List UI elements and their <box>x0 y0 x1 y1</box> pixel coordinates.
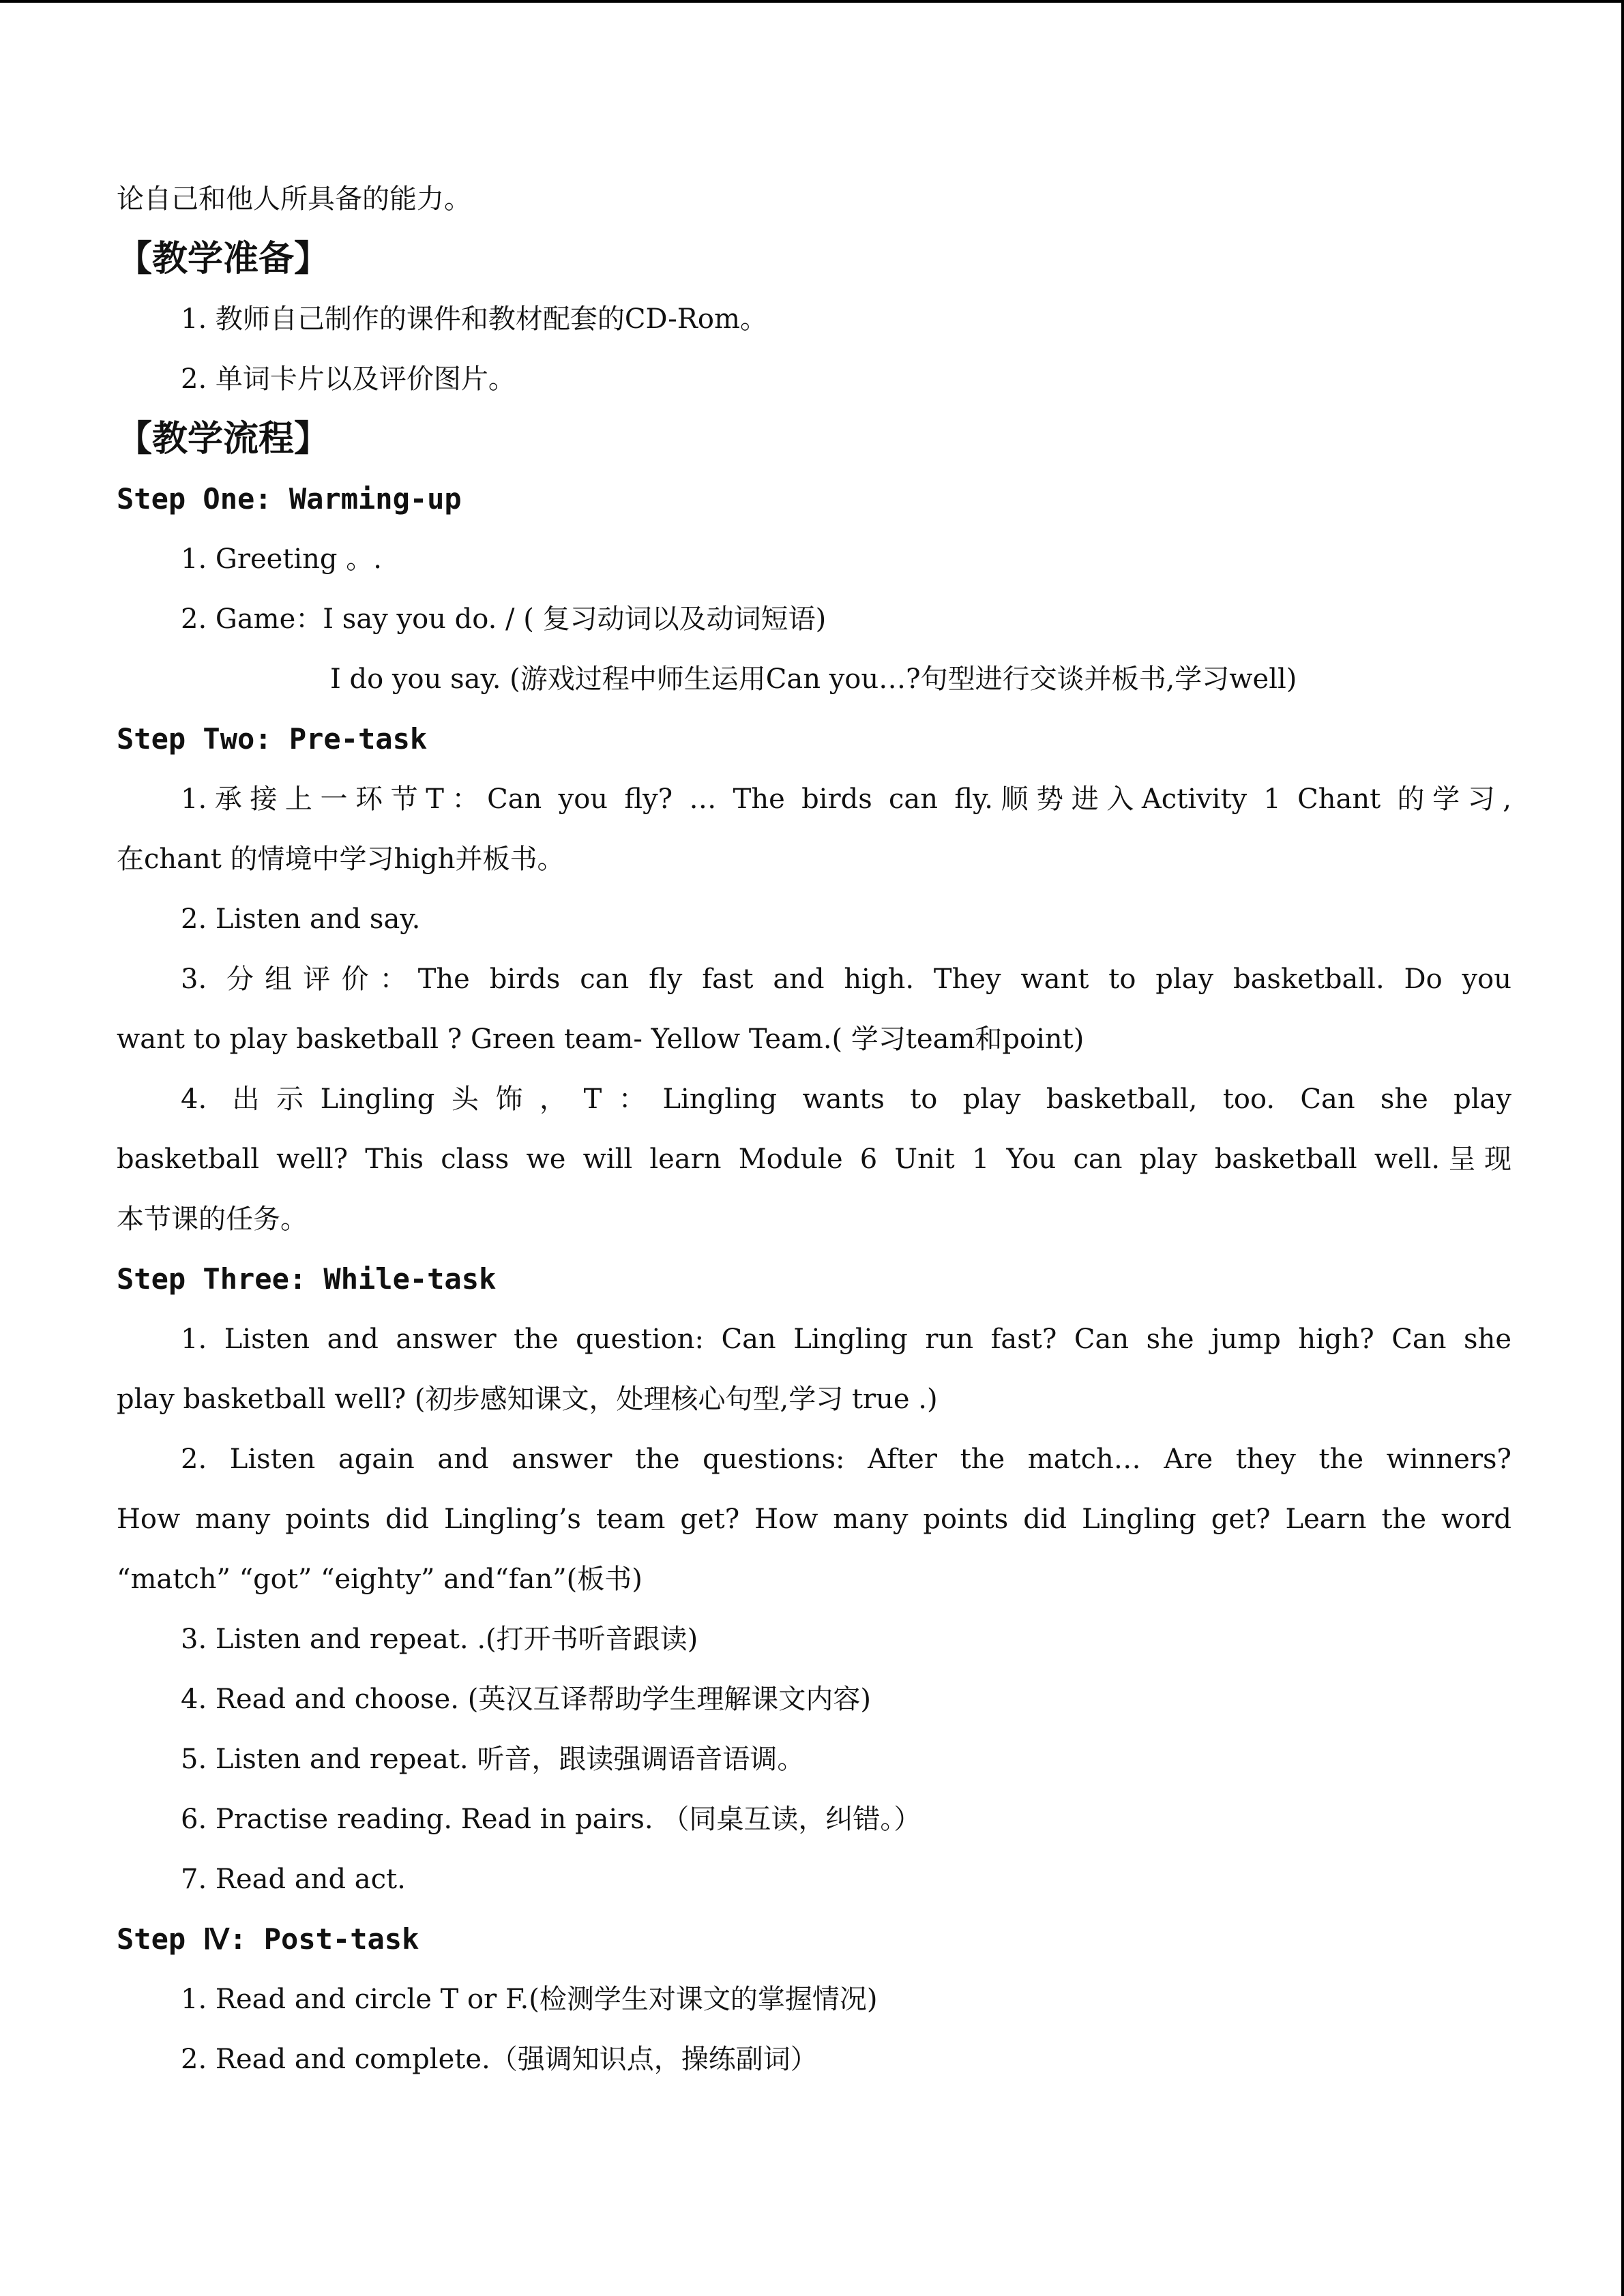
step-heading-warming-up: Step One: Warming-up <box>117 482 462 516</box>
section-heading-procedure: 【教学流程】 <box>117 419 330 460</box>
step-heading-while-task: Step Three: While-task <box>117 1262 497 1296</box>
paragraph-line: 论自己和他人所具备的能力。 <box>117 183 471 215</box>
page-right-border <box>1621 0 1624 2296</box>
list-item: 3. Listen and repeat. .(打开书听音跟读) <box>181 1624 698 1655</box>
list-item: 1. Listen and answer the question: Can Lingling run fast? Can she jump high? Can she <box>181 1324 1511 1355</box>
list-item: 2. Read and complete.（强调知识点，操练副词） <box>181 2044 818 2075</box>
list-item: 1. Read and circle T or F.(检测学生对课文的掌握情况) <box>181 1984 878 2015</box>
list-item-continuation: 在chant 的情境中学习high并板书。 <box>117 844 565 875</box>
document-body <box>117 169 1511 2089</box>
list-item: 2. Game：I say you do. / ( 复习动词以及动词短语) <box>181 603 827 635</box>
list-item: 1.承接上一环节T：Can you fly? … The birds can fly.顺势进入Activity 1 Chant 的学习, <box>181 784 1511 815</box>
list-item: 4. Read and choose. (英汉互译帮助学生理解课文内容) <box>181 1684 871 1715</box>
page-top-border <box>0 0 1624 3</box>
list-item: 2. 单词卡片以及评价图片。 <box>181 363 516 395</box>
list-item: 2. Listen again and answer the questions: After the match… Are they the winners? <box>181 1444 1511 1475</box>
list-item: 3. 分组评价：The birds can fly fast and high. They want to play basketball. Do you <box>181 964 1511 995</box>
list-item: 6. Practise reading. Read in pairs. （同桌互读，纠错。） <box>181 1804 921 1835</box>
list-item-continuation: How many points did Lingling’s team get? How many points did Lingling get? Learn the word <box>117 1504 1511 1535</box>
list-item: 7. Read and act. <box>181 1864 406 1895</box>
list-item-continuation: want to play basketball ? Green team- Yellow Team.( 学习team和point) <box>117 1024 1084 1055</box>
section-heading-preparation: 【教学准备】 <box>117 239 330 280</box>
list-item: 5. Listen and repeat. 听音，跟读强调语音语调。 <box>181 1744 805 1775</box>
list-item-continuation: I do you say. (游戏过程中师生运用Can you…?句型进行交谈并板书,学习well) <box>330 664 1297 695</box>
list-item: 1. Greeting 。. <box>181 543 382 575</box>
list-item-continuation: play basketball well? (初步感知课文，处理核心句型,学习 true .) <box>117 1384 938 1415</box>
step-heading-post-task: Step Ⅳ: Post-task <box>117 1922 419 1956</box>
list-item: 4. 出示Lingling头饰，T：Lingling wants to play basketball, too. Can she play <box>181 1084 1511 1115</box>
list-item: 2. Listen and say. <box>181 904 421 935</box>
list-item-continuation: basketball well? This class we will learn Module 6 Unit 1 You can play basketball well.呈现 <box>117 1144 1511 1175</box>
step-heading-pre-task: Step Two: Pre-task <box>117 722 428 756</box>
list-item: 1. 教师自己制作的课件和教材配套的CD-Rom。 <box>181 303 767 335</box>
list-item-continuation: “match” “got” “eighty” and“fan”(板书) <box>117 1564 643 1595</box>
list-item-continuation: 本节课的任务。 <box>117 1204 308 1235</box>
